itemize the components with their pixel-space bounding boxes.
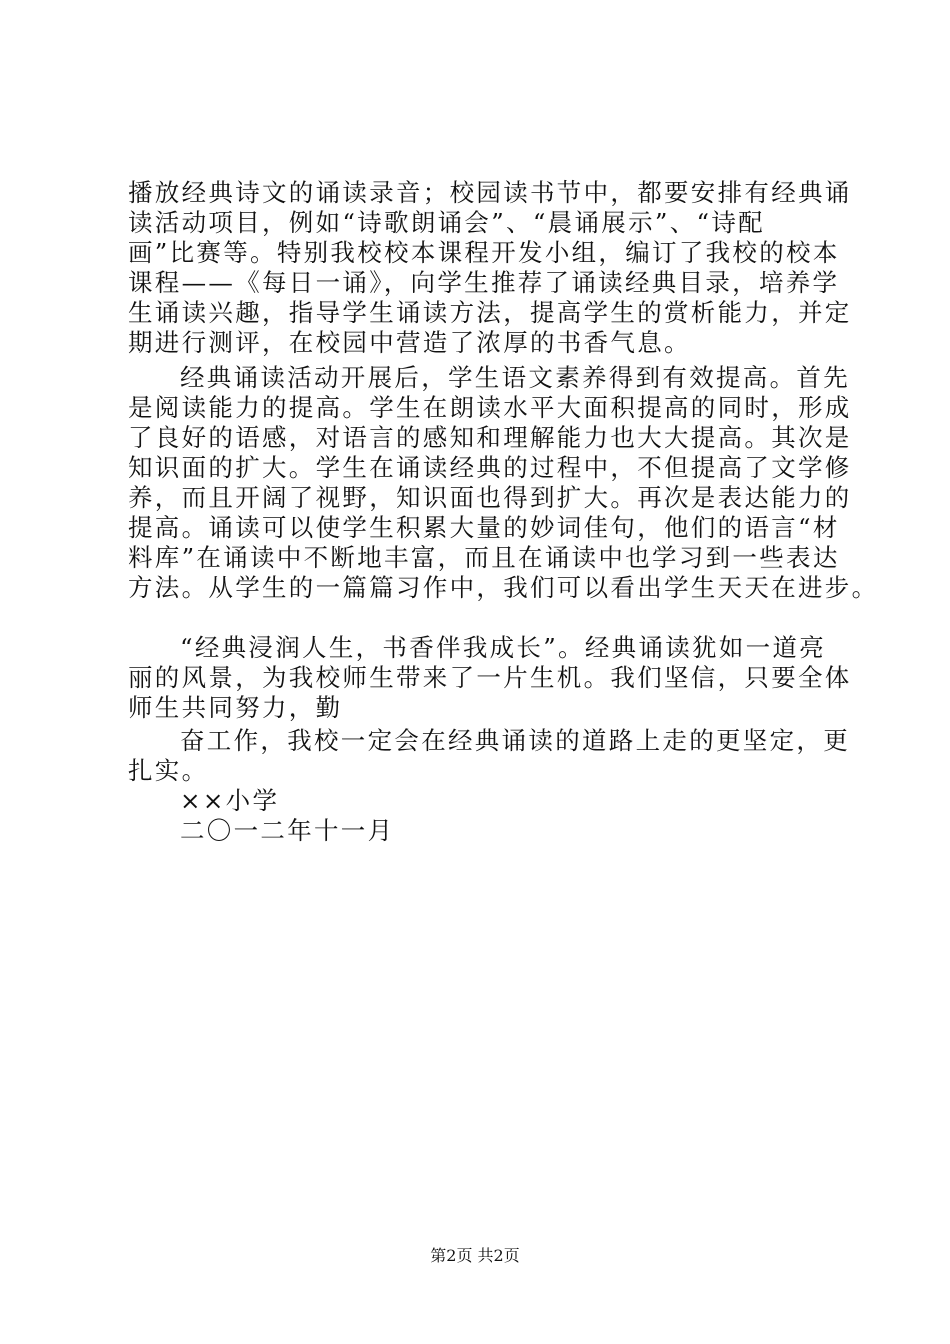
text-line: 方法。从学生的一篇篇习作中，我们可以看出学生天天在进步。 xyxy=(128,573,879,602)
text-line: 生诵读兴趣，指导学生诵读方法，提高学生的赏析能力，并定 xyxy=(128,298,852,327)
text-line: 是阅读能力的提高。学生在朗读水平大面积提高的同时，形成 xyxy=(128,393,852,422)
text-line: 师生共同努力，勤 xyxy=(128,693,343,722)
text-line: 画”比赛等。特别我校校本课程开发小组，编订了我校的校本 xyxy=(128,238,840,267)
text-line: 扎实。 xyxy=(128,756,209,785)
text-line: 奋工作，我校一定会在经典诵读的道路上走的更坚定，更 xyxy=(180,726,850,755)
text-line: 经典诵读活动开展后，学生语文素养得到有效提高。首先 xyxy=(180,363,850,392)
text-line: 了良好的语感，对语言的感知和理解能力也大大提高。其次是 xyxy=(128,423,852,452)
text-line: 料库”在诵读中不断地丰富，而且在诵读中也学习到一些表达 xyxy=(128,543,840,572)
text-line: 养，而且开阔了视野，知识面也得到扩大。再次是表达能力的 xyxy=(128,483,852,512)
text-line: 知识面的扩大。学生在诵读经典的过程中，不但提高了文学修 xyxy=(128,453,852,482)
text-line: 播放经典诗文的诵读录音；校园读书节中，都要安排有经典诵 xyxy=(128,178,852,207)
date-line: 二〇一二年十一月 xyxy=(180,816,395,845)
text-line: 读活动项目，例如“诗歌朗诵会”、“晨诵展示”、“诗配 xyxy=(128,208,765,237)
text-line: “经典浸润人生，书香伴我成长”。经典诵读犹如一道亮 xyxy=(180,633,827,662)
page-number-footer: 第2页 共2页 xyxy=(430,1246,520,1265)
signature: ××小学 xyxy=(180,786,280,815)
text-line: 丽的风景，为我校师生带来了一片生机。我们坚信，只要全体 xyxy=(128,663,852,692)
text-line: 期进行测评，在校园中营造了浓厚的书香气息。 xyxy=(128,328,691,357)
text-line: 提高。诵读可以使学生积累大量的妙词佳句，他们的语言“材 xyxy=(128,513,840,542)
text-line: 课程——《每日一诵》，向学生推荐了诵读经典目录，培养学 xyxy=(128,268,840,297)
